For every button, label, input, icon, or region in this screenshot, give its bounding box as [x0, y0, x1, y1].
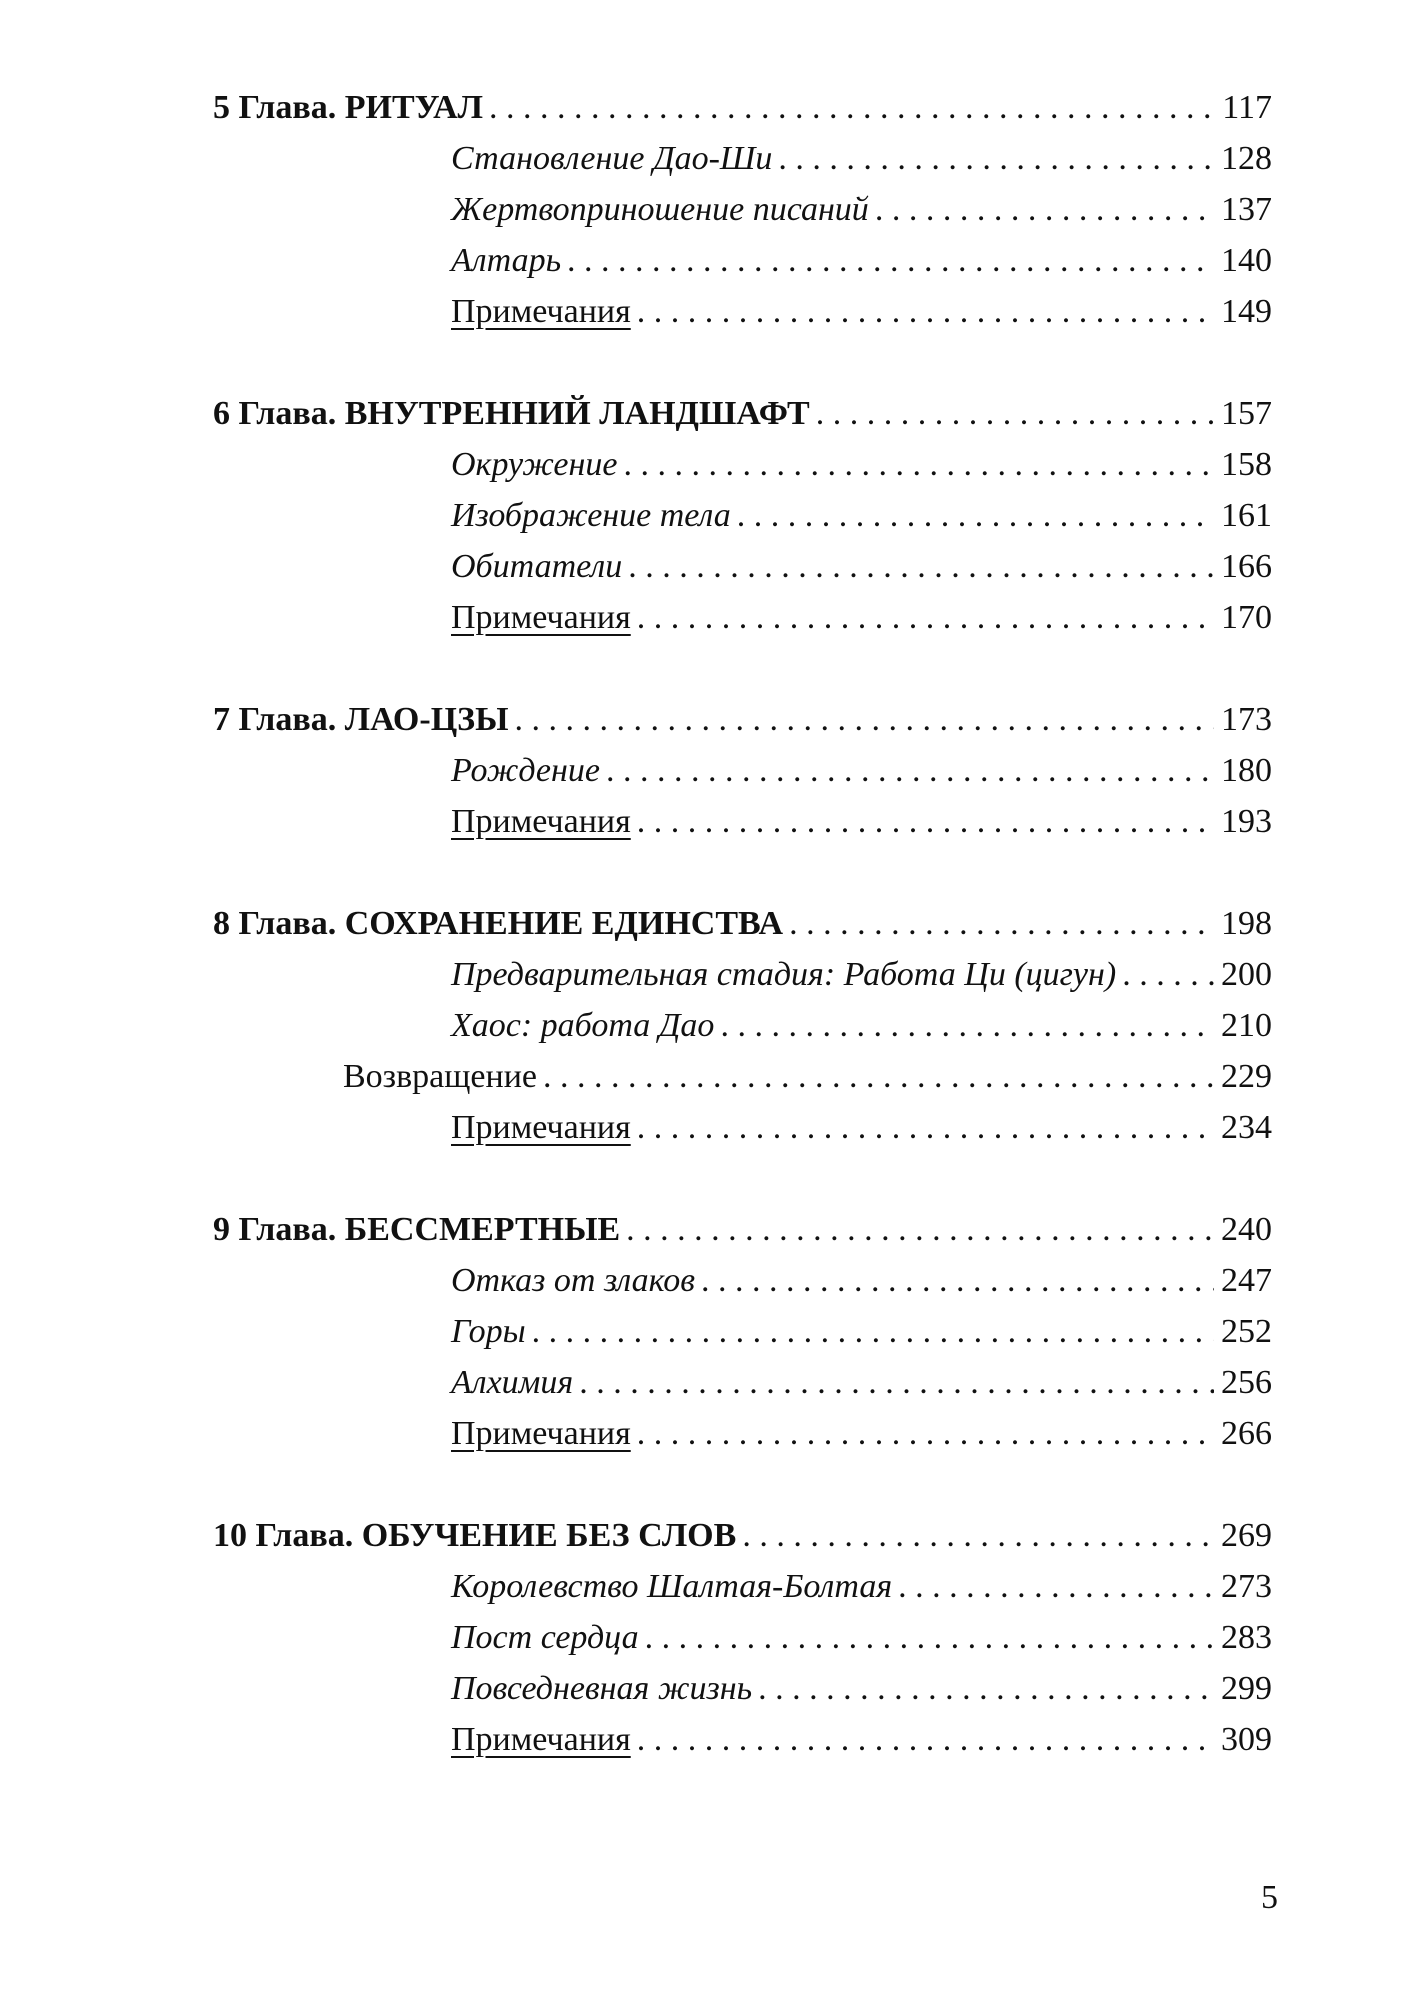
page-ref: 161: [1221, 497, 1272, 534]
toc-chapter-row[interactable]: [0, 904, 1404, 944]
chapter-title: 6 Глава. ВНУТРЕННИЙ ЛАНДШАФТ: [213, 395, 810, 432]
dot-leader: [816, 394, 1214, 434]
page-ref: 193: [1221, 803, 1272, 840]
section-title: Предварительная стадия: Работа Ци (цигун): [451, 956, 1117, 993]
page-ref: 157: [1221, 395, 1272, 432]
page-ref: 229: [1221, 1058, 1272, 1095]
section-title: Королевство Шалтая-Болтая: [451, 1568, 893, 1605]
dot-leader: [742, 1516, 1214, 1556]
toc-entry-row[interactable]: [0, 1567, 1404, 1607]
toc-entry-row[interactable]: [0, 802, 1404, 842]
page-ref: 247: [1221, 1262, 1272, 1299]
page-ref: 198: [1221, 905, 1272, 942]
toc-entry-row[interactable]: [0, 139, 1404, 179]
toc-entry-row[interactable]: [0, 1006, 1404, 1046]
dot-leader: [737, 496, 1214, 536]
dot-leader: [778, 139, 1214, 179]
toc-chapter-row[interactable]: [0, 394, 1404, 434]
toc-entry-row[interactable]: [0, 1108, 1404, 1148]
chapter-title: 8 Глава. СОХРАНЕНИЕ ЕДИНСТВА: [213, 905, 784, 942]
page-ref: 273: [1221, 1568, 1272, 1605]
dot-leader: [898, 1567, 1214, 1607]
dot-leader: [720, 1006, 1214, 1046]
dot-leader: [789, 904, 1214, 944]
dot-leader: [637, 598, 1214, 638]
toc-entry-row[interactable]: [0, 955, 1404, 995]
section-title: Хаос: работа Дао: [451, 1007, 715, 1044]
page-ref: 166: [1221, 548, 1272, 585]
page-ref: 234: [1221, 1109, 1272, 1146]
section-title: Изображение тела: [451, 497, 731, 534]
section-title: Горы: [451, 1313, 526, 1350]
section-title: Алхимия: [451, 1364, 574, 1401]
section-title: Жертвоприношение писаний: [451, 191, 869, 228]
page-ref: 299: [1221, 1670, 1272, 1707]
section-title: Обитатели: [451, 548, 623, 585]
section-title: Возвращение: [343, 1058, 538, 1095]
chapter-title: 7 Глава. ЛАО-ЦЗЫ: [213, 701, 509, 738]
section-title: Окружение: [451, 446, 618, 483]
section-title: Рождение: [451, 752, 600, 789]
dot-leader: [701, 1261, 1214, 1301]
toc-entry-row[interactable]: [0, 445, 1404, 485]
page-ref: 137: [1221, 191, 1272, 228]
dot-leader: [532, 1312, 1214, 1352]
toc-entry-row[interactable]: [0, 1261, 1404, 1301]
toc-entry-row[interactable]: [0, 241, 1404, 281]
toc-entry-row[interactable]: [0, 1363, 1404, 1403]
toc-entry-row[interactable]: [0, 1312, 1404, 1352]
page-ref: 200: [1221, 956, 1272, 993]
page-ref: 210: [1221, 1007, 1272, 1044]
dot-leader: [489, 88, 1214, 128]
section-title: Становление Дао-Ши: [451, 140, 773, 177]
page-ref: 269: [1221, 1517, 1272, 1554]
dot-leader: [1122, 955, 1214, 995]
page-ref: 140: [1221, 242, 1272, 279]
toc-entry-row[interactable]: [0, 292, 1404, 332]
page-ref: 252: [1221, 1313, 1272, 1350]
toc-entry-row[interactable]: [0, 1618, 1404, 1658]
chapter-title: 5 Глава. РИТУАЛ: [213, 89, 483, 126]
section-title: Пост сердца: [451, 1619, 639, 1656]
toc-chapter-row[interactable]: [0, 700, 1404, 740]
toc-entry-row[interactable]: [0, 1720, 1404, 1760]
toc-entry-row[interactable]: [0, 1057, 1404, 1097]
dot-leader: [626, 1210, 1214, 1250]
dot-leader: [514, 700, 1214, 740]
notes-link: Примечания: [451, 1109, 631, 1146]
toc-entry-row[interactable]: [0, 1669, 1404, 1709]
page-ref: 266: [1221, 1415, 1272, 1452]
dot-leader: [637, 1108, 1214, 1148]
page-ref: 173: [1221, 701, 1272, 738]
notes-link: Примечания: [451, 1721, 631, 1758]
page-ref: 256: [1221, 1364, 1272, 1401]
page-number: 5: [1261, 1879, 1278, 1916]
toc-entry-row[interactable]: [0, 598, 1404, 638]
dot-leader: [628, 547, 1214, 587]
page-ref: 158: [1221, 446, 1272, 483]
toc-chapter-row[interactable]: [0, 1516, 1404, 1556]
dot-leader: [875, 190, 1214, 230]
dot-leader: [645, 1618, 1214, 1658]
page-ref: 180: [1221, 752, 1272, 789]
dot-leader: [637, 1414, 1214, 1454]
dot-leader: [637, 292, 1214, 332]
page-ref: 149: [1221, 293, 1272, 330]
dot-leader: [567, 241, 1214, 281]
notes-link: Примечания: [451, 599, 631, 636]
page-ref: 240: [1221, 1211, 1272, 1248]
section-title: Алтарь: [451, 242, 562, 279]
page-ref: 117: [1222, 89, 1272, 126]
toc-entry-row[interactable]: [0, 190, 1404, 230]
dot-leader: [606, 751, 1214, 791]
toc-entry-row[interactable]: [0, 751, 1404, 791]
dot-leader: [637, 1720, 1214, 1760]
toc-entry-row[interactable]: [0, 496, 1404, 536]
dot-leader: [623, 445, 1214, 485]
page-ref: 170: [1221, 599, 1272, 636]
chapter-title: 10 Глава. ОБУЧЕНИЕ БЕЗ СЛОВ: [213, 1517, 737, 1554]
page-ref: 309: [1221, 1721, 1272, 1758]
notes-link: Примечания: [451, 1415, 631, 1452]
toc-entry-row[interactable]: [0, 547, 1404, 587]
dot-leader: [543, 1057, 1214, 1097]
dot-leader: [579, 1363, 1214, 1403]
section-title: Отказ от злаков: [451, 1262, 696, 1299]
toc-entry-row[interactable]: [0, 1414, 1404, 1454]
dot-leader: [758, 1669, 1214, 1709]
page-ref: 283: [1221, 1619, 1272, 1656]
section-title: Повседневная жизнь: [451, 1670, 753, 1707]
notes-link: Примечания: [451, 293, 631, 330]
toc-chapter-row[interactable]: [0, 88, 1404, 128]
notes-link: Примечания: [451, 803, 631, 840]
dot-leader: [637, 802, 1214, 842]
chapter-title: 9 Глава. БЕССМЕРТНЫЕ: [213, 1211, 621, 1248]
page-ref: 128: [1221, 140, 1272, 177]
toc-chapter-row[interactable]: [0, 1210, 1404, 1250]
